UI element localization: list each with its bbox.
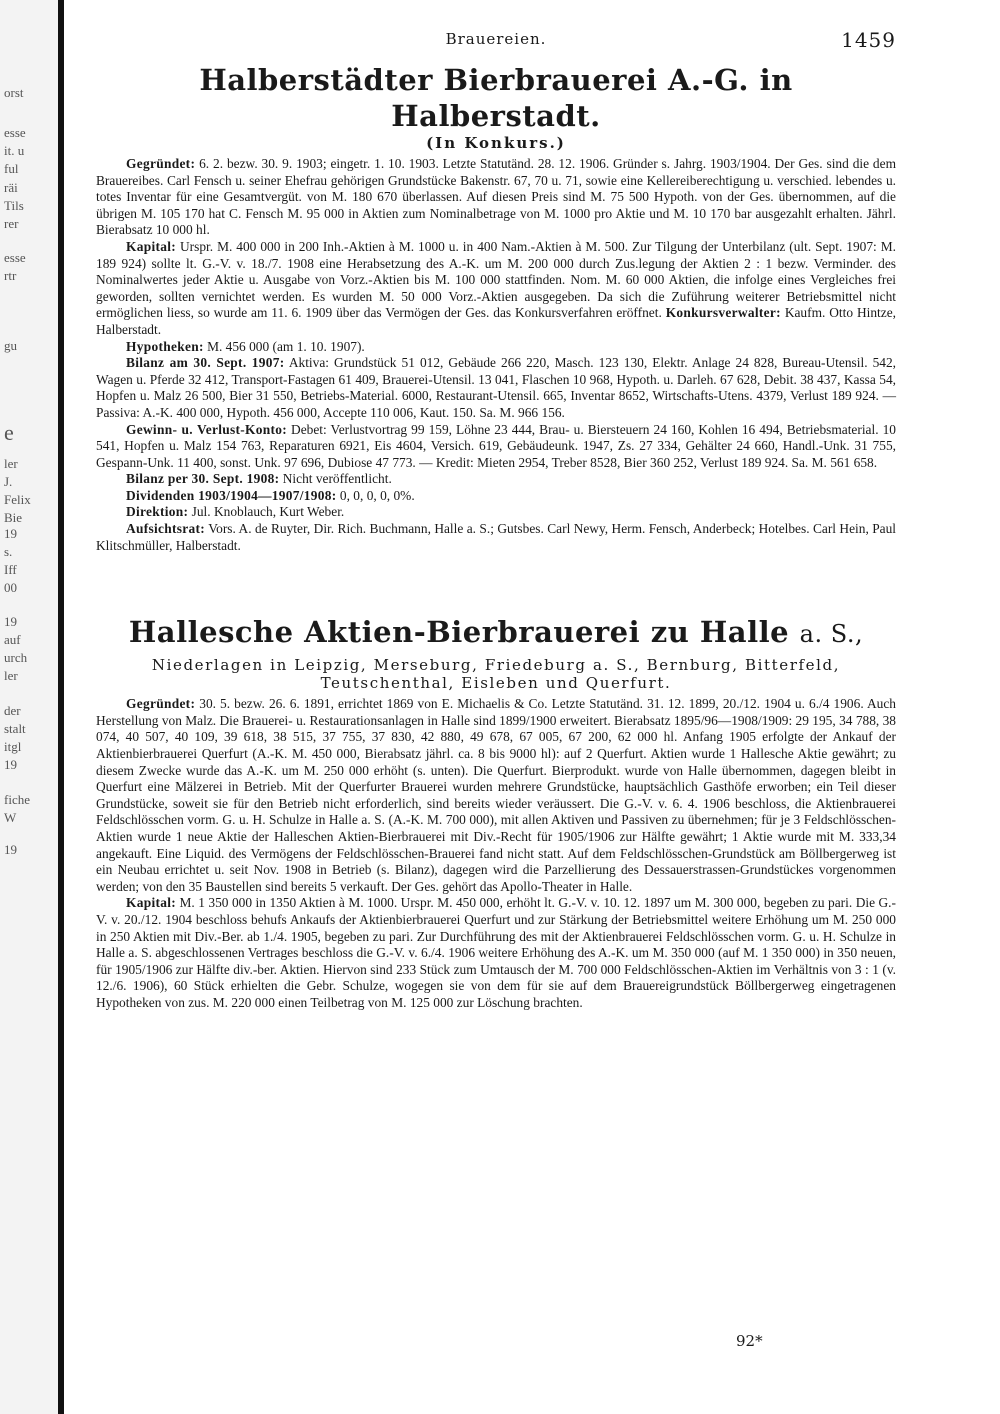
running-head bbox=[96, 24, 896, 54]
section-label: Bilanz am 30. Sept. 1907: bbox=[126, 355, 285, 371]
edge-fragment: Felix bbox=[4, 492, 31, 507]
section-text: Nicht veröffentlicht. bbox=[282, 471, 392, 487]
edge-fragment: Bie bbox=[4, 510, 23, 525]
edge-fragment: räi bbox=[4, 180, 18, 195]
section-direktion bbox=[96, 504, 896, 521]
section-label: Kapital: bbox=[126, 238, 177, 254]
section-gegruendet bbox=[96, 156, 896, 239]
section-label: Bilanz per 30. Sept. 1908: bbox=[126, 471, 280, 487]
section-text: 30. 5. bezw. 26. 6. 1891, errichtet 1869 von E. Michaelis & Co. Letzte Statutänd. 31. 12. 1899, 20./12. 1904 u. 6./4 1906. Auch Herstellung von Malz. Die Brauerei- u. Restaurationsanlagen in Halle sind 1899/1900 erweitert. Bierabsatz 1895/96—1908/1909: 29 195, 34 788, 38 074, 40 507, 40 109, 39 618, 38 515, 37 755, 37 830, 42 880, 49 678, 67 005, 67 200, 62 000 hl. Anfang 1905 erfolgte der Ankauf der Aktienbierbrauerei Querfurt (A.-K. M. 450 000, Bierabsatz jährl. ca. 8 bis 9000 hl): auf 2 Querfurt. Aktien wurde 1 Hallesche Aktie gewährt; zu diesem Zwecke wurde das A.-K. um M. 250 000 erhöht (s. unten). Die Querfurt. Bierprodukt. wurde von Halle übernommen, dagegen bleibt in Querfurt eine Mälzerei in Betrieb. Mit der Querfurter Brauerei wurden mehrere Grundstücke, hauptsächlich Gasthöfe erworben; ein Teil dieser Grundstücke, soweit sie für den Betrieb nicht erforderlich, sind bereits wieder veräussert. Die G.-V. v. 6. 4. 1906 beschloss, die Aktienbrauerei Feldschlösschen vorm. G. u. H. Schulze in Halle a. S. (A.-K. M. 700 000), mit allen Aktiven und Passiven zu übernehmen; für je 3 Feldschlösschen-Aktien wurde 1 neue Aktie der Halleschen Aktien-Bierbrauerei mit Div.-Recht für 1905/1906 zur Hälfte gewährt; 1 Aktie wurde mit M. 333,34 angekauft. Eine Liquid. des Vermögens der Feldschlösschen-Brauerei fand nicht statt. Auf dem Feldschlösschen-Grundstück am Böllbergerweg ist ein Neubau errichtet u. seit Nov. 1908 in Betrieb (s. Bilanz), dagegen wird die Parzellierung des Dessauerstrassen-Grundstückes vorgenommen werden; von den 35 Baustellen sind bereits 5 verkauft. Der Ges. gehört das Apollo-Theater in Halle. bbox=[96, 696, 896, 894]
section-text: Urspr. M. 400 000 in 200 Inh.-Aktien à M. 1000 u. in 400 Nam.-Aktien à M. 500. Zur Tilgung der Unterbilanz (ult. Sept. 1907: M. 189 924) sollte lt. G.-V. v. 18./7. 1908 eine Herabsetzung des A.-K. um M. 200 000 durch Zus.legung der Aktien 2 : 1 bezw. Verminder. des Nominalwertes jeder Aktie u. Ausgabe von Vorz.-Aktien bis M. 100 000 stattfinden. Nom. M. 60 000 Aktien, die infolge eines Vergleiches frei geworden, sollten vernichtet werden. Es wurden M. 50 000 Vorz.-Aktien ausgegeben. Da sich die Zuführung weiterer Betriebsmittel nicht ermöglichen liess, so wurde am 11. 6. 1909 über das Vermögen der Ges. das Konkursverfahren eröffnet. bbox=[96, 238, 897, 321]
entry-title bbox=[96, 614, 896, 652]
edge-fragment: 00 bbox=[4, 580, 17, 595]
section-text: Aktiva: Grundstück 51 012, Gebäude 266 220, Masch. 123 130, Elektr. Anlage 24 828, Bureau-Utensil. 542, Wagen u. Pferde 32 412, Transport-Fastagen 61 409, Brauerei-Utensil. 13 041, Flaschen 10 968, Hypoth. u. Darleh. 67 628, Debit. 38 437, Kassa 54, Hopfen u. Malz 26 500, Bier 31 550, Betriebs-Material. 6000, Restaurant-Utensil. 665, Inventar 8652, Wirtschafts-Utens. 4379, Verlust 189 924. — Passiva: A.-K. 400 000, Hypoth. 456 000, Accepte 110 006, Kaut. 150. Sa. M. 966 156. bbox=[96, 355, 897, 420]
edge-fragment: Tils bbox=[4, 198, 24, 213]
edge-fragment: itgl bbox=[4, 739, 22, 754]
edge-fragment: der bbox=[4, 703, 21, 718]
signature-mark: 92* bbox=[736, 1332, 763, 1350]
edge-fragment: gu bbox=[4, 338, 17, 353]
edge-fragment: orst bbox=[4, 85, 24, 100]
section-label: Hypotheken: bbox=[126, 338, 204, 354]
section-text: 0, 0, 0, 0, 0%. bbox=[339, 487, 415, 503]
edge-fragment: 19 bbox=[4, 526, 17, 541]
entry-separator bbox=[96, 554, 896, 592]
section-hypotheken bbox=[96, 339, 896, 356]
section-aufsichtsrat bbox=[96, 521, 896, 554]
edge-fragment: rer bbox=[4, 216, 19, 231]
section-dividenden bbox=[96, 488, 896, 505]
edge-fragment: auf bbox=[4, 632, 21, 647]
edge-fragment: e bbox=[4, 420, 14, 445]
edge-fragment: 19 bbox=[4, 757, 17, 772]
section-text-konkursverwalter: Kaufm. Otto Hintze, Halberstadt. bbox=[96, 305, 896, 337]
section-label: Gewinn- u. Verlust-Konto: bbox=[126, 421, 288, 437]
edge-fragment: s. bbox=[4, 544, 13, 559]
section-bilanz-1907 bbox=[96, 355, 896, 421]
section-gegruendet bbox=[96, 696, 896, 895]
section-text: M. 456 000 (am 1. 10. 1907). bbox=[207, 338, 365, 354]
section-bilanz-1908 bbox=[96, 471, 896, 488]
section-text: M. 1 350 000 in 1350 Aktien à M. 1000. Urspr. M. 450 000, erhöht lt. G.-V. v. 10. 12. 1897 um M. 300 000, begeben zu pari. Die G.-V. v. 20./12. 1904 beschloss behufs Ankaufs der Aktienbierbrauerei Querfurt und zur Stärkung der Betriebsmittel weitere Erhöhung um M. 250 000 in 250 Aktien mit Div.-Ber. ab 1./4. 1905, begeben zu pari. Zur Durchführung des mit der Aktienbrauerei Feldschlösschen vorm. G. u. H. Schulze in Halle a. S. abgeschlossenen Vertrages beschloss die G.-V. v. 6./4. 1906 weitere Erhöhung des A.-K. um M. 350 000 (auf M. 1 350 000) in 350 neuen, für 1905/1906 zur Hälfte div.-ber. Aktien. Hiervon sind 233 Stück zum Umtausch der M. 700 000 Feldschlösschen-Aktien im Verhältnis von 3 : 1 (v. 12./6. 1906), 60 Stück erhielten die Gebr. Schulze, wogegen sie von dem für sie auf dem Brauereigrundstück Böllbergerweg eingetragenen Hypotheken von zus. M. 220 000 einen Teilbetrag von M. 125 000 zur Löschung brachten. bbox=[96, 895, 896, 1010]
section-text: Debet: Verlustvortrag 99 159, Löhne 23 444, Brau- u. Biersteuern 24 160, Kohlen 16 494, Betriebsmaterial. 10 541, Hopfen u. Malz 154 763, Reparaturen 6921, Eis 4604, Versich. 619, Gebäudeunk. 1947, Zs. 27 334, Gehälter 24 660, Handl.-Unk. 31 755, Gespann-Unk. 11 400, sonst. Unk. 97 696, Dubiose 47 773. — Kredit: Mieten 2954, Treber 8528, Bier 360 252, Verlust 189 924. Sa. M. 561 658. bbox=[96, 421, 896, 470]
running-title: Brauereien. bbox=[445, 30, 547, 48]
section-label: Kapital: bbox=[126, 895, 177, 911]
section-label-konkursverwalter: Konkursverwalter: bbox=[665, 305, 781, 321]
section-text: Vors. A. de Ruyter, Dir. Rich. Buchmann, Halle a. S.; Gutsbes. Carl Newy, Herm. Fensch, Anderbeck; Hotelbes. Carl Hein, Paul Klitschmüller, Halberstadt. bbox=[96, 521, 897, 553]
edge-fragment: it. u bbox=[4, 143, 25, 158]
edge-fragment: 19 bbox=[4, 842, 17, 857]
section-label: Gegründet: bbox=[126, 696, 196, 712]
entry-halberstaedter bbox=[96, 62, 896, 554]
edge-fragment: W bbox=[4, 810, 17, 825]
entry-subtitle: Niederlagen in Leipzig, Merseburg, Friedeburg a. S., Bernburg, Bitterfeld, Teutschenthal, Eisleben und Querfurt. bbox=[151, 656, 841, 693]
document-page bbox=[96, 24, 896, 1394]
section-label: Direktion: bbox=[126, 504, 189, 520]
section-label: Gegründet: bbox=[126, 156, 196, 171]
entry-title: Halberstädter Bierbrauerei A.-G. in Halberstadt. bbox=[199, 63, 793, 133]
edge-fragment: ful bbox=[4, 161, 19, 176]
section-text: Jul. Knoblauch, Kurt Weber. bbox=[191, 504, 345, 520]
section-label: Aufsichtsrat: bbox=[126, 521, 206, 537]
edge-fragment: rtr bbox=[4, 268, 17, 283]
entry-title-suffix: a. S., bbox=[799, 620, 864, 649]
edge-fragment: 19 bbox=[4, 614, 17, 629]
entry-title-main: Hallesche Aktien-Bierbrauerei zu Halle bbox=[128, 615, 790, 650]
edge-fragment: J. bbox=[4, 474, 13, 489]
edge-fragment: esse bbox=[4, 125, 26, 140]
edge-fragment: urch bbox=[4, 650, 28, 665]
edge-fragment: fiche bbox=[4, 792, 30, 807]
adjacent-page-edge bbox=[0, 0, 64, 1414]
page-number: 1459 bbox=[841, 28, 896, 52]
section-kapital bbox=[96, 239, 896, 339]
entry-status: (In Konkurs.) bbox=[426, 134, 566, 152]
edge-fragment: ler bbox=[4, 668, 18, 683]
edge-fragment: ler bbox=[4, 456, 18, 471]
section-kapital bbox=[96, 895, 896, 1011]
edge-fragment: stalt bbox=[4, 721, 26, 736]
section-text: 6. 2. bezw. 30. 9. 1903; eingetr. 1. 10. 1903. Letzte Statutänd. 28. 12. 1906. Gründer s. Jahrg. 1903/1904. Der Ges. sind die dem Brauereibes. Carl Fensch u. seiner Ehefrau gehörigen Grundstücke Bakenstr. 67, 70 u. 71, sowie eine Kellereiberechtigung u. verschied. lebendes u. totes Inventar für eine Gesamtvergüt. von M. 180 670 überlassen. Auf diesen Preis sind M. 75 500 Hypoth. von der Ges. übernommen, auf die übrigen M. 105 170 hat C. Fensch M. 95 000 in Aktien zum Nominalbetrage von M. 1000 pro Aktie und M. 10 170 bar ausgezahlt erhalten. Jährl. Bierabsatz 10 000 hl. bbox=[96, 156, 896, 238]
section-label: Dividenden 1903/1904—1907/1908: bbox=[126, 487, 337, 503]
edge-fragment: Iff bbox=[4, 562, 17, 577]
edge-fragment: esse bbox=[4, 250, 26, 265]
section-gewinn-verlust bbox=[96, 422, 896, 472]
entry-hallesche bbox=[96, 614, 896, 1011]
